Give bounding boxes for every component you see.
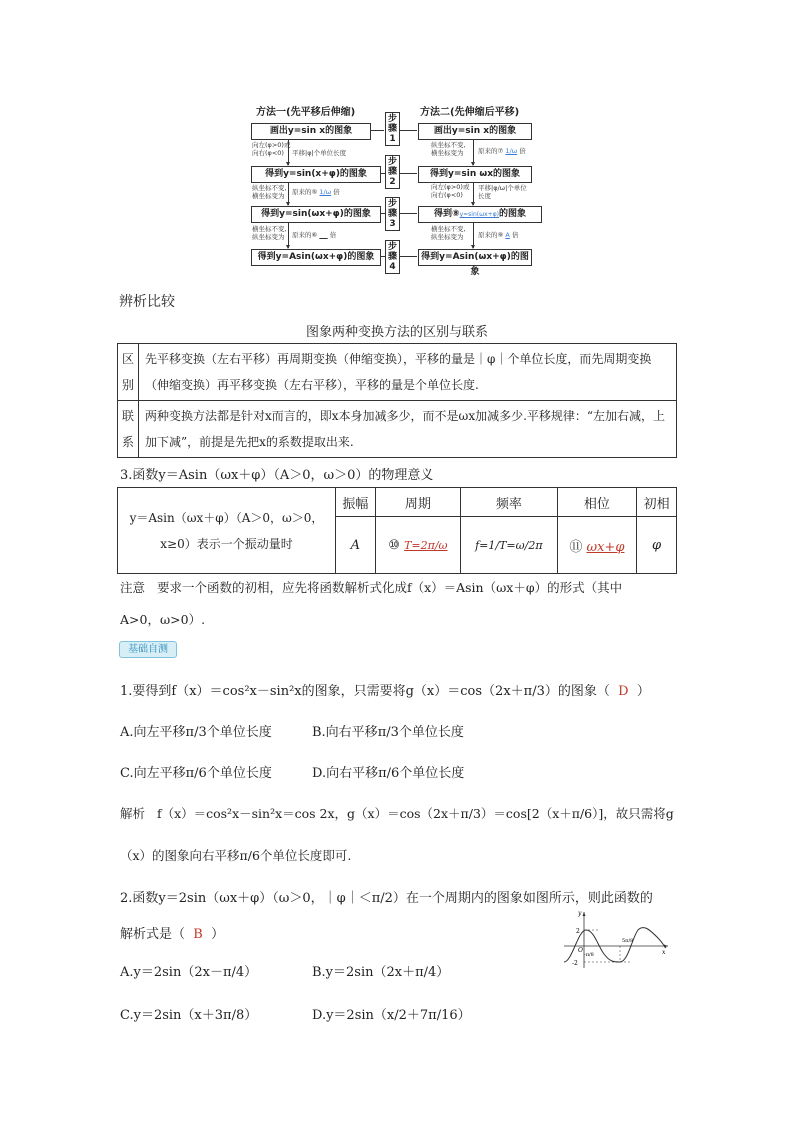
- flowchart: [248, 100, 538, 277]
- q2-option-d[interactable]: D.y＝2sin（x/2＋7π/16）: [312, 1008, 471, 1023]
- left-note-6-label: 原来的⑥: [292, 231, 318, 239]
- left-note-6: [292, 231, 336, 239]
- blank-11-label: ⑪: [569, 539, 583, 555]
- q1-option-c-post: 个单位长度: [206, 766, 272, 781]
- blank-10-label: ⑩: [388, 537, 400, 553]
- q1-option-a[interactable]: [120, 721, 272, 740]
- basic-self-test-badge: 基础自测: [119, 641, 177, 658]
- row-head-link: 联系: [118, 401, 139, 458]
- arrow-step4-left: [380, 256, 385, 257]
- left-box-4: 得到y=Asin(ωx+φ)的图象: [251, 249, 381, 266]
- q1-stem-pre: 1.要得到f（x）＝cos²x－sin²x的图象，只需要将g（x）＝cos（2x＋: [120, 684, 524, 699]
- left-note-4-label: 原来的⑤: [292, 188, 318, 196]
- q1-option-b-pre: B.向右平移: [312, 725, 378, 740]
- right-note-6-label: 原来的⑨: [478, 231, 504, 239]
- sine-graph: [560, 908, 670, 970]
- q2-stem-2-post: ）: [211, 927, 225, 942]
- q1-option-a-post: 个单位长度: [206, 725, 272, 740]
- q1-option-c-frac: π/6: [185, 766, 207, 781]
- right-box-4: 得到y=Asin(ωx+φ)的图象: [418, 249, 532, 266]
- left-box-1: 画出y=sin x的图象: [251, 123, 371, 140]
- right-note-5: 横坐标不变, 纵坐标变为: [431, 225, 466, 241]
- table-row: [118, 344, 677, 401]
- q1-option-a-frac: π/3: [185, 725, 207, 740]
- arrow-right-2: [473, 182, 474, 205]
- right-box-3-label: 得到⑧: [433, 209, 460, 219]
- top-label: 2: [576, 928, 580, 935]
- q1-stem-end: ）: [636, 684, 650, 699]
- q1-option-d-pre: D.向右平移: [312, 766, 379, 781]
- note-line-2: A>0，ω>0）.: [120, 612, 206, 627]
- header-period: 周期: [375, 488, 460, 517]
- q1-option-c-pre: C.向左平移: [120, 766, 186, 781]
- q1-analysis-2: （x）的图象向右平移π/6个单位长度即可.: [120, 848, 352, 863]
- arrow-step2-right: [399, 173, 417, 174]
- blank-10: T=2π/ω: [404, 538, 448, 552]
- method2-header: 方法二(先伸缩后平移): [420, 107, 520, 118]
- step-3: 步 骤 3: [385, 197, 400, 231]
- q2-stem-1: 2.函数y＝2sin（ωx＋φ）（ω＞0，｜φ｜＜π/2）在一个周期内的图象如图所示，则此函数的: [120, 891, 653, 906]
- origin-label: O: [578, 947, 583, 954]
- right-box-3: [418, 206, 542, 223]
- physics-table: [117, 487, 677, 574]
- q2-answer: B: [193, 927, 203, 942]
- q1-analysis-1: [120, 804, 674, 822]
- table-row: [118, 488, 677, 517]
- step-1: 步 骤 1: [385, 112, 400, 146]
- arrow-step3-left: [380, 213, 385, 214]
- right-box-3-tail: 的图象: [499, 209, 527, 219]
- physics-rowhead: y＝Asin（ωx＋φ）（A＞0，ω＞0，x≥0）表示一个振动量时: [118, 488, 336, 574]
- q1-answer: D: [618, 684, 629, 699]
- left-box-3: 得到y=sin(ωx+φ)的图象: [251, 206, 381, 223]
- step-4: 步 骤 4: [385, 240, 400, 274]
- left-box-2: 得到y=sin(x+φ)的图象: [251, 166, 381, 183]
- note-label: 注意: [120, 580, 146, 595]
- right-box-1: 画出y=sin x的图象: [418, 123, 532, 140]
- q1-analysis-text-1: f（x）＝cos²x－sin²x＝cos 2x，g（x）＝cos（2x＋π/3）＝cos[2（x＋π/6）]，故只需将g: [156, 806, 674, 821]
- blank-11: ωx+φ: [586, 539, 625, 555]
- right-blank-7: 1/ω: [505, 147, 518, 155]
- q1-option-c[interactable]: [120, 762, 272, 781]
- q1-option-d[interactable]: [312, 762, 464, 781]
- step-2: 步 骤 2: [385, 155, 400, 189]
- value-period: [375, 517, 460, 574]
- header-phase: 相位: [557, 488, 637, 517]
- left-note-6-tail: 倍: [329, 231, 337, 239]
- x2-label: 5π/8: [622, 938, 634, 944]
- header-frequency: 频率: [461, 488, 558, 517]
- left-blank-5: 1/ω: [319, 188, 332, 196]
- note-text-1: 要求一个函数的初相，应先将函数解析式化成f（x）＝Asin（ωx＋φ）的形式（其中: [156, 580, 623, 595]
- q2-option-b[interactable]: B.y＝2sin（2x＋π/4）: [312, 965, 450, 980]
- arrow-right-1: [473, 139, 474, 165]
- right-note-6: [478, 231, 518, 239]
- arrow-step3-right: [399, 213, 417, 214]
- left-note-4-tail: 倍: [333, 188, 340, 196]
- left-note-2: 平移|φ|个单位长度: [292, 149, 347, 157]
- q1-analysis-label: 解析: [120, 806, 146, 821]
- right-box-2: 得到y=sin ωx的图象: [418, 166, 532, 183]
- method1-header: 方法一(先平移后伸缩): [256, 107, 356, 118]
- right-note-3: 向左(φ>0)或 向右(φ<0): [431, 183, 470, 199]
- row-head-diff: 区别: [118, 344, 139, 401]
- q1-option-d-post: 个单位长度: [399, 766, 465, 781]
- arrow-left-3: [288, 222, 289, 248]
- arrow-step1-left: [370, 130, 384, 131]
- q2-option-a[interactable]: A.y＝2sin（2x－π/4）: [120, 965, 258, 980]
- q2-option-c[interactable]: C.y＝2sin（x＋3π/8）: [120, 1008, 258, 1023]
- left-note-3: 纵坐标不变, 横坐标变为: [252, 184, 287, 200]
- q2-stem-2: [120, 923, 224, 942]
- row-text-link: 两种变换方法都是针对x而言的，即x本身加减多少，而不是ωx加减多少.平移规律：“左加右减，上加下减”，前提是先把x的系数提取出来.: [139, 401, 677, 458]
- q1-option-b[interactable]: [312, 721, 464, 740]
- value-amplitude: A: [336, 517, 376, 574]
- row-text-diff: 先平移变换（左右平移）再周期变换（伸缩变换），平移的量是｜φ｜个单位长度，而先周期变换（伸缩变换）再平移变换（左右平移），平移的量是个单位长度.: [139, 344, 677, 401]
- left-note-5: 横坐标不变, 纵坐标变为: [252, 225, 287, 241]
- header-initial-phase: 初相: [637, 488, 677, 517]
- right-note-2-tail: 倍: [519, 147, 526, 155]
- arrow-step4-right: [399, 256, 417, 257]
- y-label: y: [578, 910, 582, 917]
- section-title: 辨析比较: [119, 294, 175, 310]
- q1-stem: [120, 680, 650, 699]
- arrow-right-3: [473, 222, 474, 248]
- right-note-4: 平移|φ/ω|个单位长度: [478, 184, 527, 200]
- right-note-6-tail: 倍: [511, 231, 519, 239]
- arrow-left-2: [288, 182, 289, 205]
- q1-option-b-frac: π/3: [377, 725, 399, 740]
- q1-option-d-frac: π/6: [378, 766, 400, 781]
- table1-caption: 图象两种变换方法的区别与联系: [305, 325, 488, 340]
- arrow-step2-left: [380, 173, 385, 174]
- left-note-4: [292, 188, 340, 196]
- arrow-step1-right: [399, 130, 417, 131]
- value-frequency: f=1/T=ω/2π: [461, 517, 558, 574]
- right-blank-9: A: [505, 231, 510, 239]
- right-box-3-blank: y=sin(ωx+φ): [459, 211, 500, 218]
- x-label: x: [662, 949, 666, 956]
- note-line-1: [120, 578, 622, 596]
- left-note-1: 向左(φ>0)或 向右(φ<0): [252, 141, 291, 157]
- comparison-table: [117, 343, 677, 458]
- right-note-2-label: 原来的⑦: [478, 147, 504, 155]
- value-initial-phase: φ: [637, 517, 677, 574]
- right-note-1: 纵坐标不变, 横坐标变为: [431, 141, 466, 157]
- y-axis-arrow: [583, 912, 586, 916]
- q2-stem-2-pre: 解析式是（: [120, 927, 186, 942]
- q1-option-a-pre: A.向左平移: [120, 725, 186, 740]
- table-row: [118, 401, 677, 458]
- value-phase: [557, 517, 637, 574]
- bottom-label: -2: [572, 960, 578, 967]
- header-amplitude: 振幅: [336, 488, 376, 517]
- item3-title: 3.函数y＝Asin（ωx＋φ）（A＞0，ω＞0）的物理意义: [120, 468, 434, 483]
- right-note-2: [478, 147, 526, 155]
- q1-stem-post: ）的图象（: [544, 684, 610, 699]
- q1-stem-frac: π/3: [523, 684, 545, 699]
- x1-label: -π/8: [584, 952, 594, 958]
- q1-option-b-post: 个单位长度: [398, 725, 464, 740]
